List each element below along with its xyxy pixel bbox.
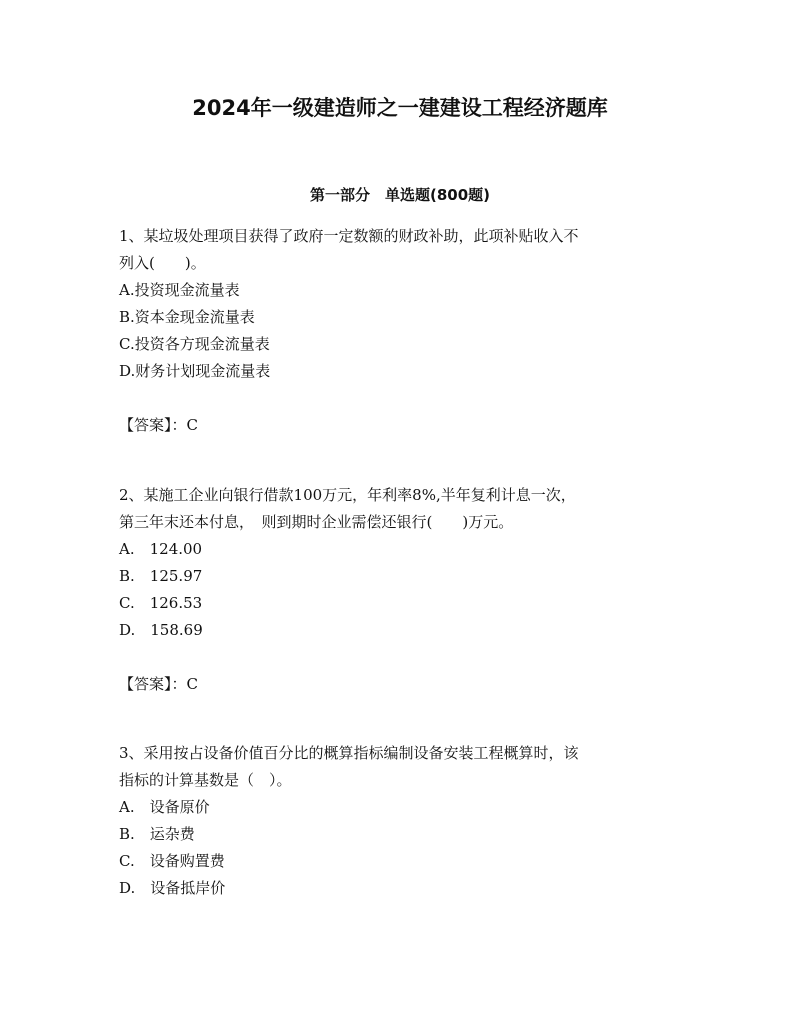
- question-stem-line: 3、采用按占设备价值百分比的概算指标编制设备安装工程概算时，该: [119, 744, 579, 762]
- question-item: [119, 740, 689, 902]
- option-b: B. 运杂费: [119, 825, 195, 843]
- option-c: C. 设备购置费: [119, 852, 225, 870]
- option-a: A.投资现金流量表: [119, 281, 240, 299]
- question-stem-line: 第三年末还本付息， 则到期时企业需偿还银行( )万元。: [119, 513, 514, 531]
- question-item: [119, 482, 689, 698]
- option-b: B. 125.97: [119, 567, 203, 585]
- option-b: B.资本金现金流量表: [119, 308, 255, 326]
- question-stem: [119, 482, 689, 536]
- question-item: [119, 223, 689, 439]
- option-d: D. 设备抵岸价: [119, 879, 226, 897]
- answer-text: 【答案】：C: [119, 675, 198, 693]
- option-c: C.投资各方现金流量表: [119, 335, 270, 353]
- question-stem-line: 列入( )。: [119, 254, 206, 272]
- question-stem: [119, 740, 689, 794]
- question-stem-line: 2、某施工企业向银行借款100万元，年利率8%,半年复利计息一次，: [119, 486, 576, 504]
- question-stem-line: 指标的计算基数是（ ）。: [119, 771, 292, 789]
- question-stem: [119, 223, 689, 277]
- option-d: D.财务计划现金流量表: [119, 362, 271, 380]
- answer-text: 【答案】：C: [119, 416, 198, 434]
- option-c: C. 126.53: [119, 594, 203, 612]
- section-title: 第一部分 单选题(800题): [309, 186, 491, 204]
- option-a: A. 设备原价: [119, 798, 210, 816]
- option-d: D. 158.69: [119, 621, 203, 639]
- option-a: A. 124.00: [119, 540, 203, 558]
- question-stem-line: 1、某垃圾处理项目获得了政府一定数额的财政补助，此项补贴收入不: [119, 227, 579, 245]
- page-title: 2024年一级建造师之一建建设工程经济题库: [192, 96, 608, 120]
